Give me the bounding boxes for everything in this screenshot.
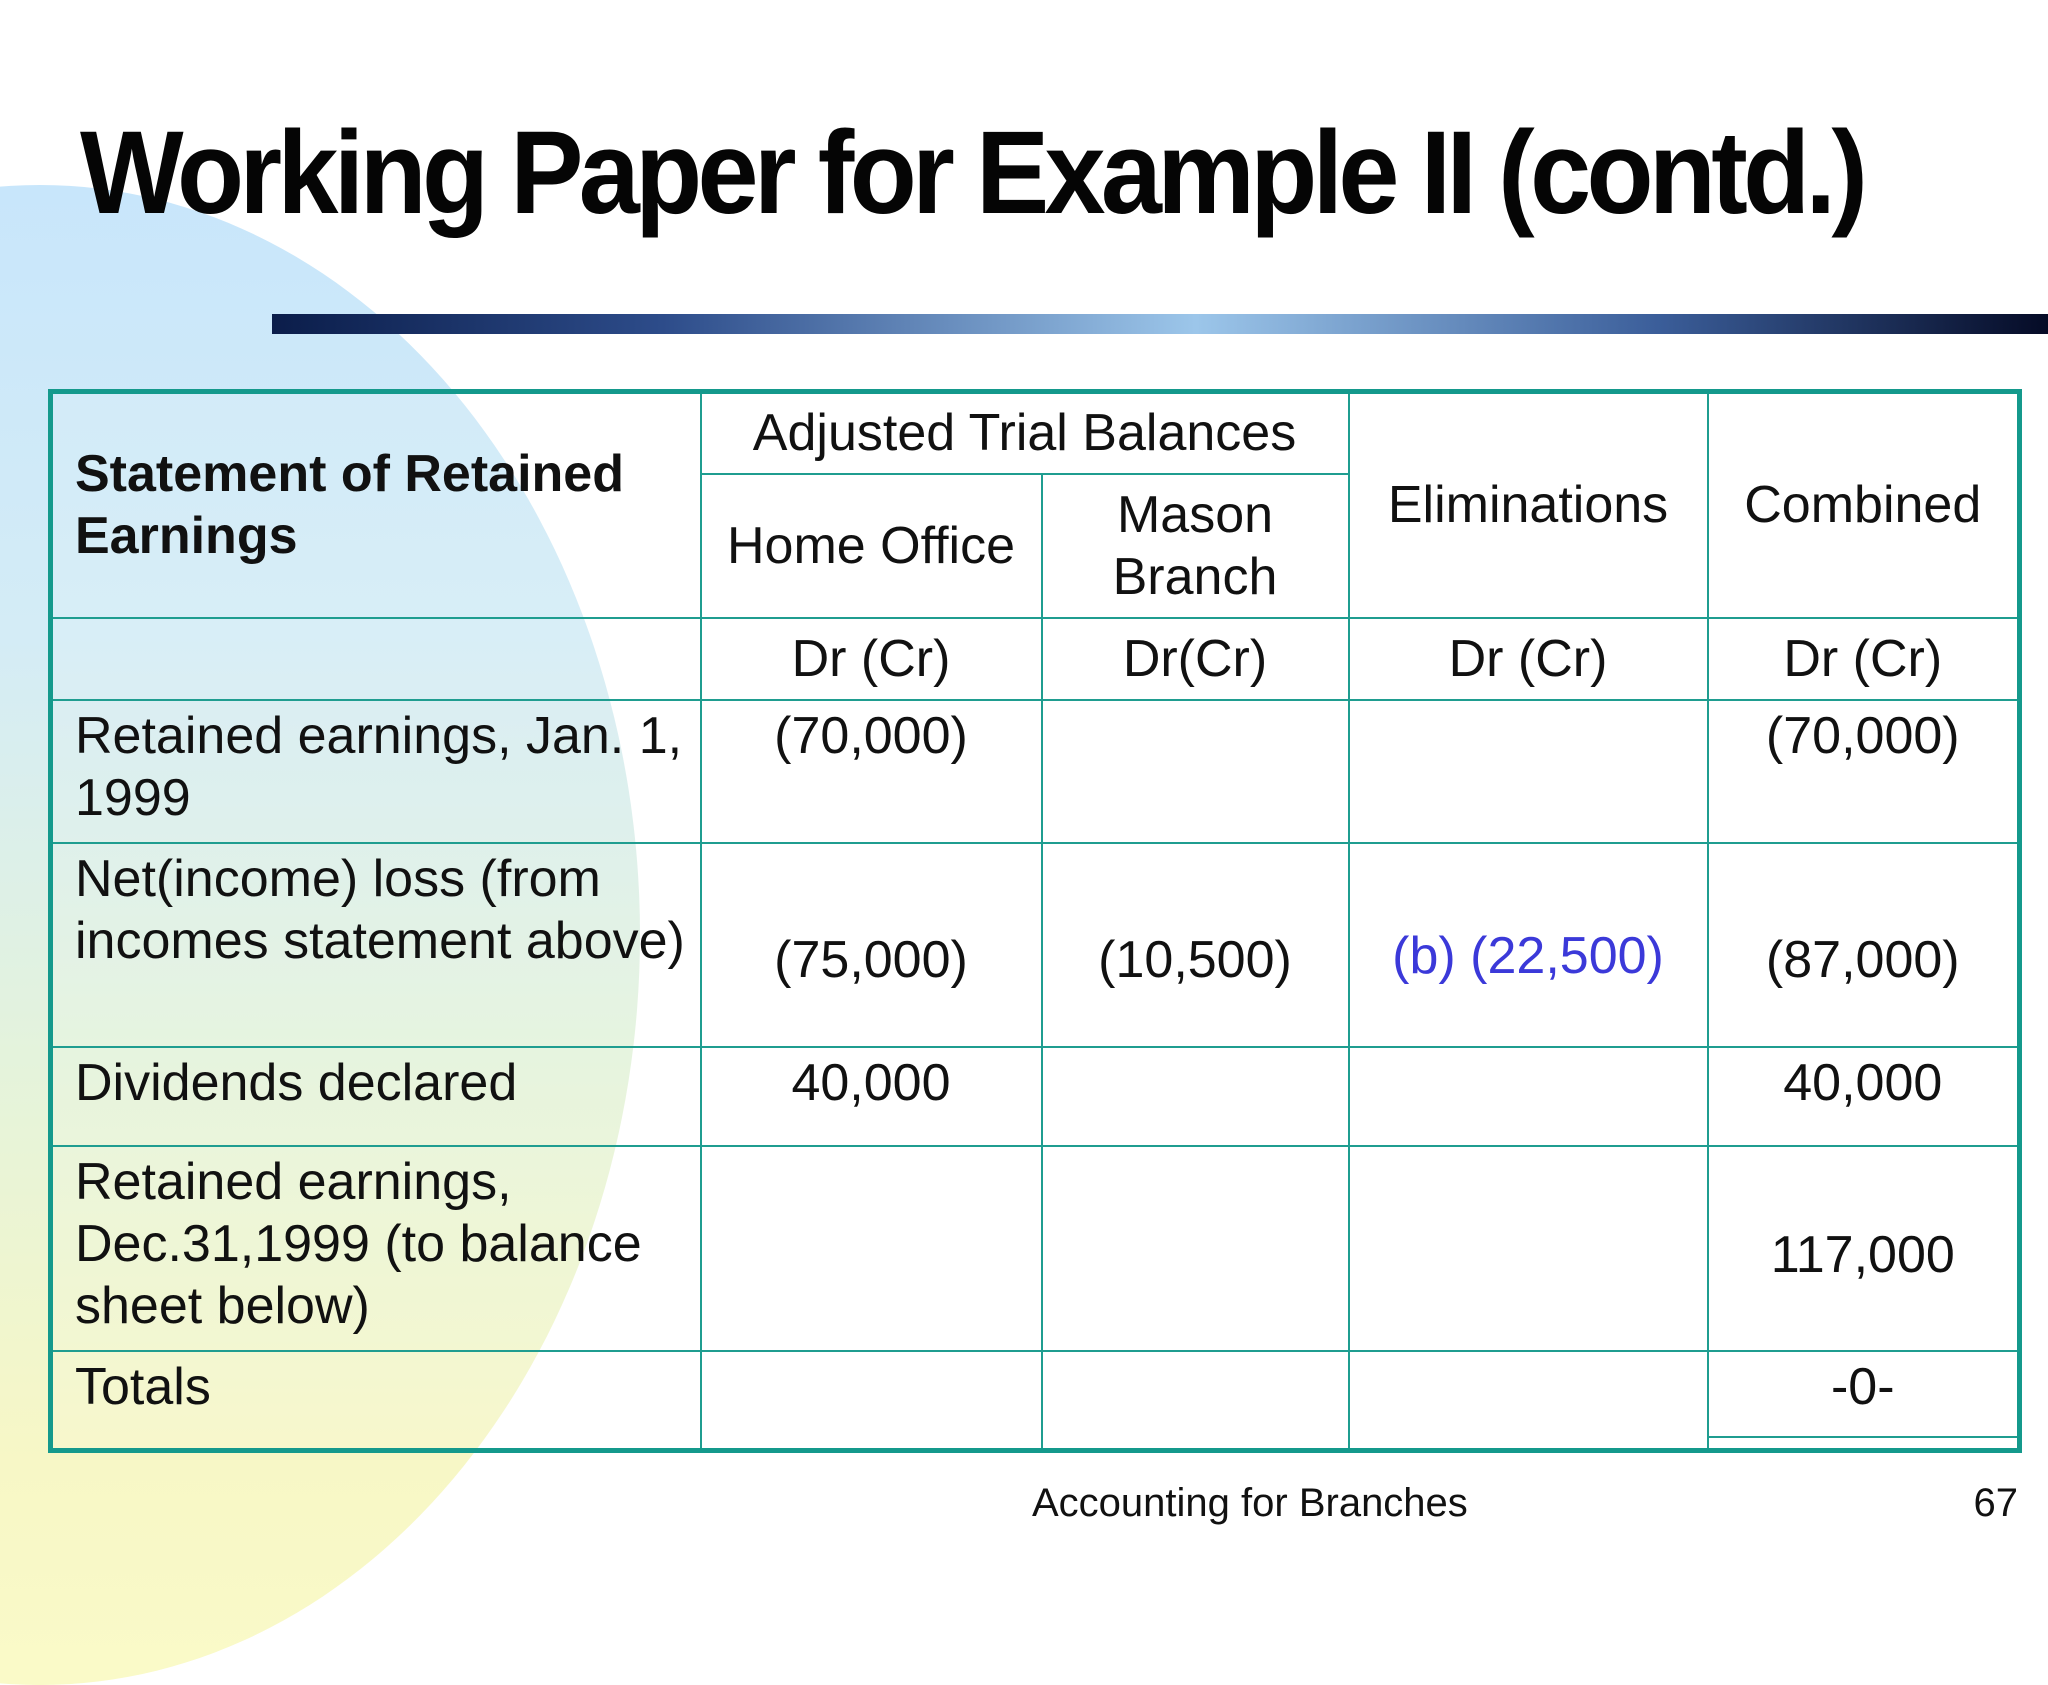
column-header-combined: Combined: [1708, 392, 2020, 618]
row-label: Net(income) loss (from incomes statement above): [51, 843, 701, 1047]
cell-mason-branch: [1042, 1047, 1349, 1146]
cell-combined: (87,000): [1708, 843, 2020, 1047]
cell-home-office: [701, 1146, 1042, 1351]
subheader-combined: Dr (Cr): [1708, 618, 2020, 700]
table-row: [51, 1047, 2020, 1146]
table-row: [51, 700, 2020, 843]
row-label: Totals: [51, 1351, 701, 1451]
section-title-cell: Statement of Retained Earnings: [51, 392, 701, 618]
table-row: [51, 1146, 2020, 1351]
working-paper-table: [48, 389, 2022, 1453]
cell-home-office: (70,000): [701, 700, 1042, 843]
cell-eliminations: (b) (22,500): [1349, 843, 1708, 1047]
cell-combined: 40,000: [1708, 1047, 2020, 1146]
column-header-home-office: Home Office: [701, 474, 1042, 618]
cell-combined: -0-: [1708, 1351, 2020, 1451]
row-label: Retained earnings, Dec.31,1999 (to balance sheet below): [51, 1146, 701, 1351]
table-row: [51, 843, 2020, 1047]
column-header-eliminations: Eliminations: [1349, 392, 1708, 618]
cell-home-office: 40,000: [701, 1047, 1042, 1146]
subheader-mason-branch: Dr(Cr): [1042, 618, 1349, 700]
cell-eliminations: [1349, 700, 1708, 843]
subheader-empty-cell: [51, 618, 701, 700]
cell-combined: 117,000: [1708, 1146, 2020, 1351]
slide-title: Working Paper for Example II (contd.): [80, 107, 1864, 239]
row-label: Retained earnings, Jan. 1, 1999: [51, 700, 701, 843]
cell-combined: (70,000): [1708, 700, 2020, 843]
row-label: Dividends declared: [51, 1047, 701, 1146]
cell-home-office: (75,000): [701, 843, 1042, 1047]
cell-mason-branch: [1042, 1146, 1349, 1351]
cell-eliminations: [1349, 1146, 1708, 1351]
table-row: [51, 1351, 2020, 1451]
subheader-row: [51, 618, 2020, 700]
subheader-eliminations: Dr (Cr): [1349, 618, 1708, 700]
subheader-home-office: Dr (Cr): [701, 618, 1042, 700]
title-divider: [272, 314, 2048, 334]
column-header-mason-branch: Mason Branch: [1042, 474, 1349, 618]
group-header-adjusted-trial-balances: Adjusted Trial Balances: [701, 392, 1349, 474]
cell-mason-branch: [1042, 1351, 1349, 1451]
cell-mason-branch: [1042, 700, 1349, 843]
cell-eliminations: [1349, 1351, 1708, 1451]
header-row-1: [51, 392, 2020, 474]
page-number: 67: [1973, 1481, 2018, 1525]
cell-mason-branch: (10,500): [1042, 843, 1349, 1047]
footer-title: Accounting for Branches: [1032, 1481, 1468, 1525]
cell-eliminations: [1349, 1047, 1708, 1146]
cell-home-office: [701, 1351, 1042, 1451]
